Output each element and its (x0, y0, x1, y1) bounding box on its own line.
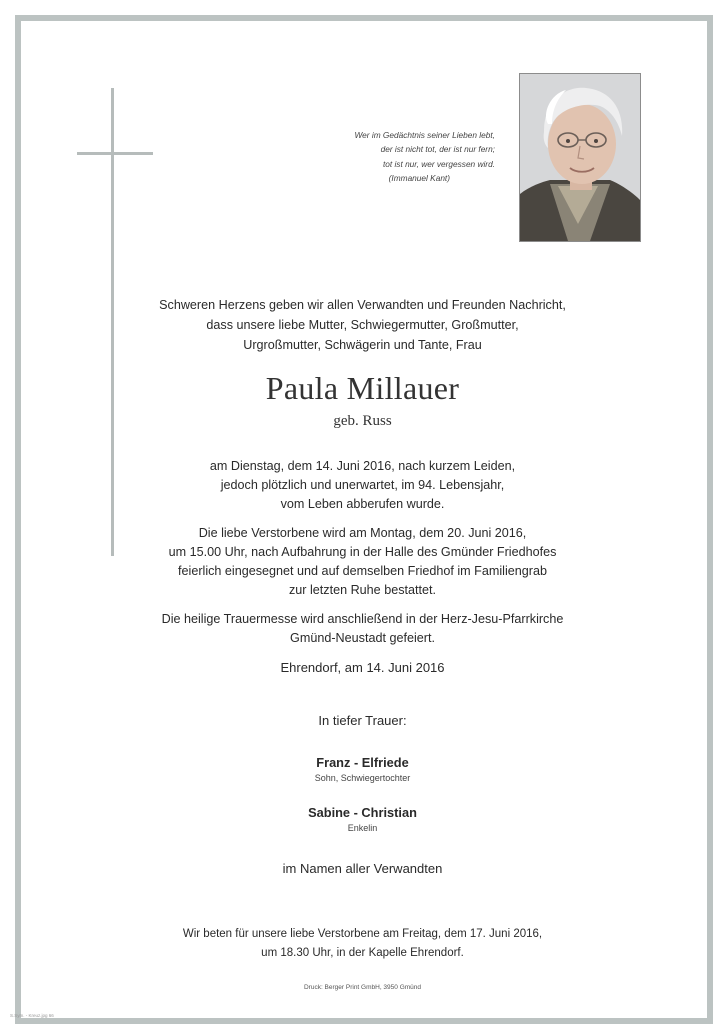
funeral-line: Die liebe Verstorbene wird am Montag, dem 20. Juni 2016, (198, 526, 527, 540)
quote-line: tot ist nur, wer vergessen wird. (382, 158, 495, 169)
mass-line: Gmünd-Neustadt gefeiert. (290, 631, 435, 645)
mourning-label: In tiefer Trauer: (318, 713, 407, 728)
mass-line: Die heilige Trauermesse wird anschließend in der Herz-Jesu-Pfarrkirche (161, 612, 564, 626)
funeral-line: zur letzten Ruhe bestattet. (288, 583, 436, 597)
mass-notice (0, 610, 725, 648)
portrait-photo (519, 73, 641, 242)
intro-line: Schweren Herzens geben wir allen Verwandten und Freunden Nachricht, (159, 298, 566, 312)
corner-code: S.Sym. - Kreuz.jpg 66 (10, 1013, 54, 1018)
kant-quote (300, 128, 495, 186)
quote-line: Wer im Gedächtnis seiner Lieben lebt, (354, 130, 495, 140)
funeral-line: um 15.00 Uhr, nach Aufbahrung in der Halle des Gmünder Friedhofes (168, 545, 557, 559)
death-line: jedoch plötzlich und unerwartet, im 94. Lebensjahr, (220, 478, 505, 492)
intro-line: dass unsere liebe Mutter, Schwiegermutter, Großmutter, (206, 318, 519, 332)
quote-line: der ist nicht tot, der ist nur fern; (380, 144, 495, 155)
mourner-entry (0, 755, 725, 783)
printer-credit: Druck: Berger Print GmbH, 3950 Gmünd (303, 984, 422, 991)
announcement-intro (0, 295, 725, 355)
relatives-line: im Namen aller Verwandten (282, 861, 443, 876)
portrait-image (520, 74, 640, 241)
death-line: am Dienstag, dem 14. Juni 2016, nach kurzem Leiden, (209, 459, 516, 473)
prayer-notice (0, 925, 725, 963)
funeral-line: feierlich eingesegnet und auf demselben Friedhof im Familiengrab (178, 564, 547, 578)
death-line: vom Leben abberufen wurde. (280, 497, 445, 511)
death-notice (0, 457, 725, 514)
mourner-relation: Sohn, Schwiegertochter (314, 773, 411, 783)
funeral-notice (0, 524, 725, 600)
intro-line: Urgroßmutter, Schwägerin und Tante, Frau (243, 338, 482, 352)
quote-author: (Immanuel Kant) (388, 173, 450, 184)
place-date: Ehrendorf, am 14. Juni 2016 (280, 660, 445, 675)
cross-horizontal-bar (77, 152, 153, 155)
mourner-name: Sabine - Christian (308, 805, 417, 820)
deceased-name: Paula Millauer (265, 370, 460, 406)
maiden-name: geb. Russ (333, 413, 392, 429)
mourner-name: Franz - Elfriede (316, 755, 409, 770)
mourner-entry (0, 805, 725, 833)
mourner-relation: Enkelin (347, 823, 378, 833)
prayer-line: Wir beten für unsere liebe Verstorbene am Freitag, dem 17. Juni 2016, (182, 928, 543, 940)
prayer-line: um 18.30 Uhr, in der Kapelle Ehrendorf. (261, 947, 464, 959)
